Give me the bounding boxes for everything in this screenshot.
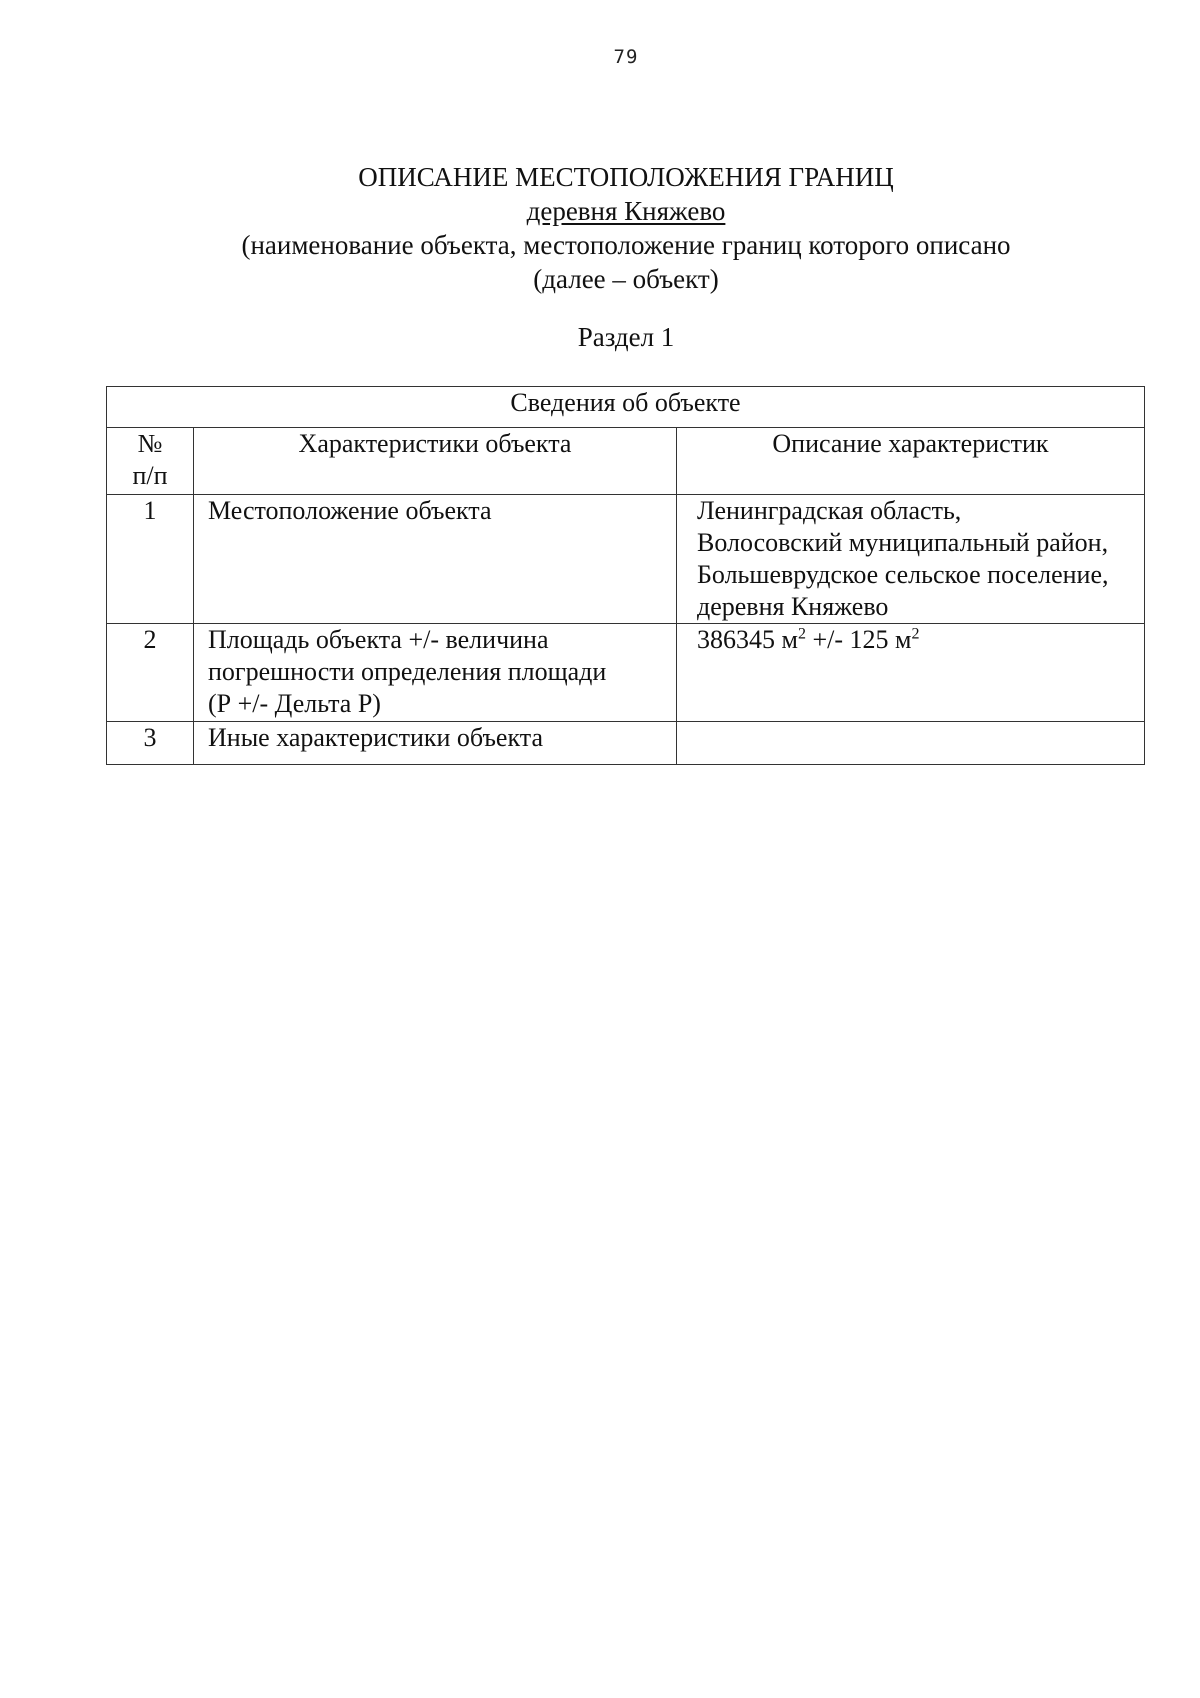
tolerance-unit-exponent: 2	[911, 625, 920, 643]
description-line: деревня Княжево	[697, 592, 889, 621]
object-info-table	[106, 386, 1145, 765]
table-caption-row	[107, 387, 1145, 428]
characteristic-line: Площадь объекта +/- величина	[208, 625, 549, 654]
characteristic-line: погрешности определения площади	[208, 657, 607, 686]
area-value: 386345 м	[697, 625, 798, 654]
row-description	[677, 495, 1145, 624]
document-title: ОПИСАНИЕ МЕСТОПОЛОЖЕНИЯ ГРАНИЦ	[358, 162, 894, 192]
document-header	[0, 160, 1200, 296]
column-header-number	[107, 428, 194, 495]
description-line: Ленинградская область,	[697, 496, 962, 525]
area-tolerance: +/- 125 м	[805, 625, 912, 654]
row-number: 1	[107, 495, 194, 624]
row-characteristic: Иные характеристики объекта	[194, 722, 677, 765]
header-subtitle-line2: (далее – объект)	[533, 264, 719, 294]
row-number: 2	[107, 624, 194, 722]
object-name: деревня Княжево	[526, 196, 726, 226]
description-line: Волосовский муниципальный район,	[697, 528, 1109, 557]
column-header-number-line2: п/п	[132, 461, 168, 490]
section-title: Раздел 1	[577, 322, 675, 352]
table-row	[107, 624, 1145, 722]
header-subtitle-line1: (наименование объекта, местоположение границ которого описано	[241, 230, 1011, 260]
row-description	[677, 722, 1145, 765]
column-header-description: Описание характеристик	[677, 428, 1145, 495]
table-row	[107, 722, 1145, 765]
description-line: Большеврудское сельское поселение,	[697, 560, 1109, 589]
row-characteristic: Местоположение объекта	[194, 495, 677, 624]
table-caption: Сведения об объекте	[107, 387, 1145, 428]
area-unit-exponent: 2	[797, 625, 806, 643]
table-header-row	[107, 428, 1145, 495]
characteristic-line: (Р +/- Дельта Р)	[208, 689, 381, 718]
row-number: 3	[107, 722, 194, 765]
column-header-number-line1: №	[137, 429, 163, 458]
column-header-characteristic: Характеристики объекта	[194, 428, 677, 495]
page-number: 79	[613, 46, 639, 68]
table-row	[107, 495, 1145, 624]
row-description	[677, 624, 1145, 722]
row-characteristic	[194, 624, 677, 722]
